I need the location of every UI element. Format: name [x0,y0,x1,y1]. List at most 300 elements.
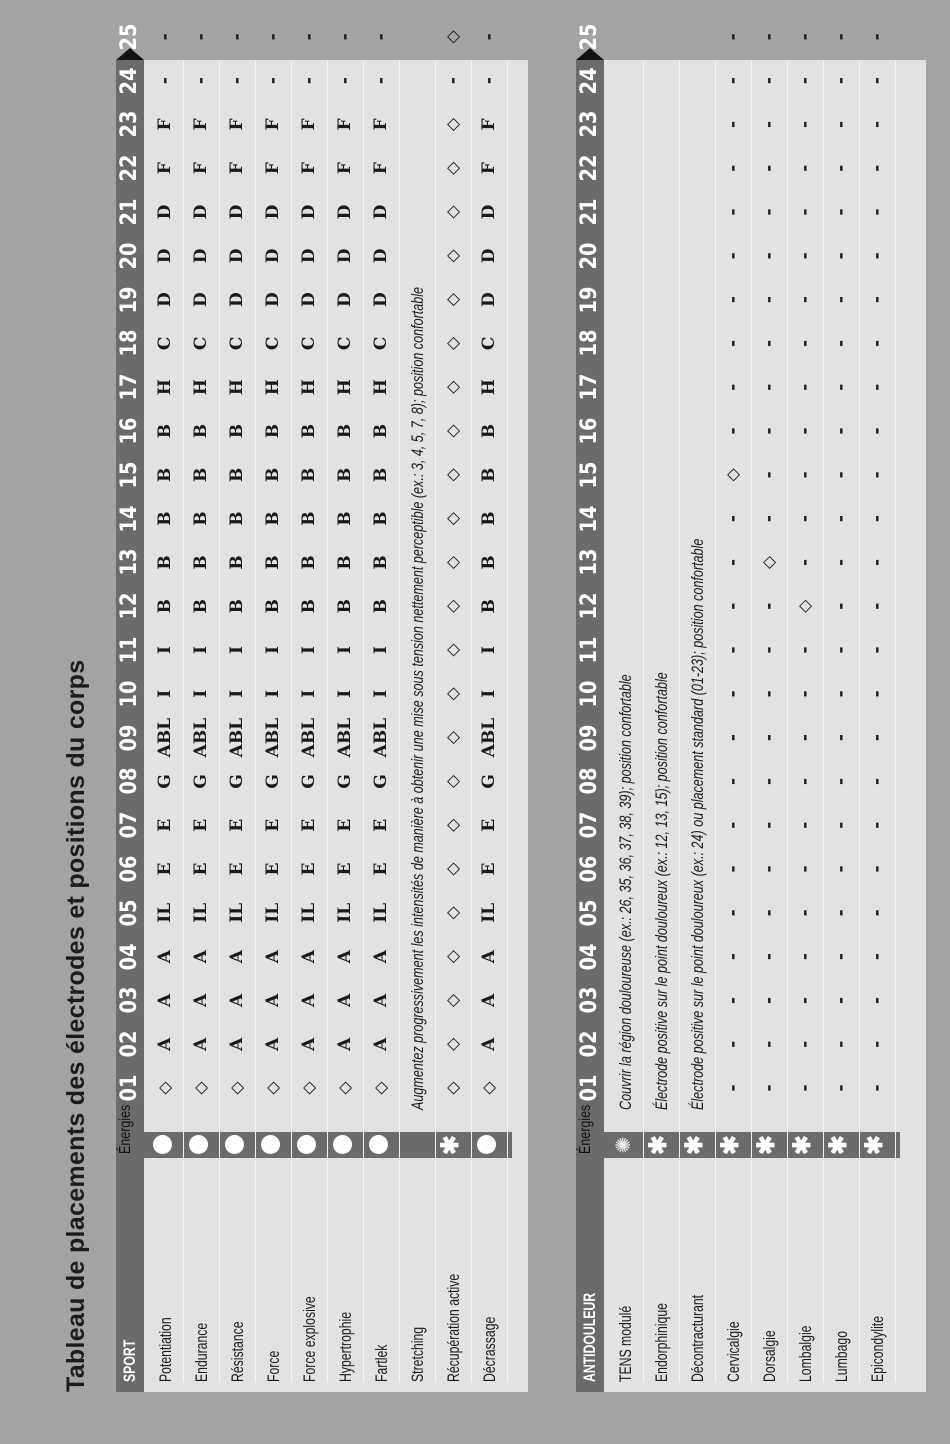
cell-value: H [263,379,283,396]
cell-value: - [867,821,887,829]
table-row [328,33,364,1392]
cell-value: - [795,471,815,479]
row-label: TENS modulé [616,1305,635,1382]
cell-value: E [155,818,175,832]
cell-value: - [831,164,851,172]
cell-value: - [867,208,887,216]
cell-value: B [371,599,391,614]
cell-value: F [335,118,355,131]
cell-value: - [867,558,887,566]
column-number: 06 [577,855,602,883]
cell-value: C [155,336,175,351]
cell-value: A [335,950,355,964]
cell-value: - [831,821,851,829]
column-number: 11 [117,636,142,664]
column-number: 22 [577,154,602,182]
cell-value: A [227,993,247,1008]
cell-value: G [299,774,319,789]
cell-value: ABL [263,717,283,758]
cell-value: - [867,33,887,41]
energy-star-icon: ✱ [645,1134,672,1156]
cell-value: - [795,777,815,785]
cell-value: - [831,296,851,304]
cell-value: A [299,1037,319,1051]
diamond-icon: ◇ [759,555,779,569]
cell-value: E [335,818,355,832]
cell-value: - [795,1040,815,1048]
cell-value: - [867,953,887,961]
cell-value: - [795,383,815,391]
table-row [680,60,716,1392]
cell-value: F [299,162,319,175]
cell-value: - [831,953,851,961]
cell-value: D [335,248,355,264]
cell-value: F [479,162,499,175]
cell-value: - [723,690,743,698]
energy-star-icon: ✱ [861,1134,888,1156]
diamond-icon: ◇ [443,774,463,788]
cell-value: C [227,336,247,351]
cell-value: F [191,162,211,175]
diamond-icon: ◇ [443,643,463,657]
diamond-icon: ◇ [443,731,463,745]
cell-value: D [191,248,211,264]
cell-value: G [335,774,355,789]
cell-value: I [371,689,391,698]
cell-value: - [831,252,851,260]
cell-value: D [299,292,319,307]
diamond-icon: ◇ [479,1081,499,1095]
cell-value: D [263,248,283,264]
column-number: 22 [117,154,142,182]
cell-value: - [831,909,851,917]
table-row [256,33,292,1392]
cell-value: A [155,1037,175,1051]
cell-value: - [723,120,743,128]
cell-value: - [723,558,743,566]
cell-value: E [263,818,283,832]
column-number: 12 [577,592,602,620]
energy-dot-icon [154,1132,172,1158]
cell-value: - [723,909,743,917]
cell-value: F [263,162,283,175]
cell-value: - [759,602,779,610]
row-label: Hypertrophie [336,1311,355,1382]
cell-value: E [155,862,175,876]
diamond-icon: ◇ [227,1081,247,1095]
cell-value: - [795,690,815,698]
cell-value: F [371,118,391,131]
cell-value: H [227,379,247,396]
cell-value: D [155,204,175,220]
cell-value: - [867,77,887,85]
cell-value: - [867,865,887,873]
cell-value: G [263,774,283,789]
cell-value: - [795,953,815,961]
cell-value: E [191,862,211,876]
cell-value: B [263,511,283,526]
cell-value: D [227,248,247,264]
energy-dot-icon [370,1132,388,1158]
cell-value: B [335,511,355,526]
cell-value: - [867,690,887,698]
energy-dot-icon [478,1132,496,1158]
table-row [824,33,860,1392]
energy-dot-icon [226,1132,244,1158]
cell-value: B [263,599,283,614]
column-number: 12 [117,592,142,620]
cell-value: - [191,33,211,41]
sport-table [116,23,528,1392]
cell-value: B [371,423,391,439]
cell-value: - [155,33,175,41]
cell-value: - [723,996,743,1004]
cell-value: B [299,555,319,570]
cell-value: E [479,818,499,832]
cell-value: F [479,118,499,131]
cell-value: - [723,383,743,391]
cell-value: E [227,818,247,832]
energy-star-icon: ✱ [825,1134,852,1156]
column-number: 04 [577,943,602,971]
cell-value: - [723,821,743,829]
column-number: 03 [577,986,602,1014]
cell-value: D [299,204,319,220]
cell-value: - [795,339,815,347]
table-row [472,33,508,1392]
cell-value: B [191,467,211,482]
cell-value: - [867,164,887,172]
cell-value: IL [155,902,175,923]
row-label: Décontracturant [688,1294,707,1382]
cell-value: - [191,77,211,85]
cell-value: A [335,1037,355,1051]
cell-value: C [371,336,391,351]
diamond-icon: ◇ [443,117,463,131]
cell-value: B [155,467,175,482]
cell-value: B [371,555,391,570]
cell-value: H [191,379,211,396]
column-number: 09 [577,724,602,752]
row-label: Cervicalgie [724,1321,743,1382]
cell-value: I [479,689,499,698]
cell-value: H [371,379,391,396]
cell-value: - [299,77,319,85]
cell-value: - [831,690,851,698]
cell-value: E [191,818,211,832]
cell-value: - [299,33,319,41]
cell-value: - [795,909,815,917]
cell-value: I [227,689,247,698]
column-number: 23 [117,110,142,138]
cell-value: - [335,77,355,85]
sport-header-label: SPORT [120,1339,139,1382]
cell-value: - [831,515,851,523]
energy-star-icon: ✱ [789,1134,816,1156]
cell-value: B [299,599,319,614]
row-note: Augmentez progressivement les intensités de manière à obtenir une mise sous tension nettement perceptible (ex.: 3, 4, 5, 7, 8); position confortable [408,286,427,1110]
cell-value: - [759,1084,779,1092]
diamond-icon: ◇ [443,161,463,175]
cell-value: D [191,204,211,220]
cell-value: - [759,164,779,172]
cell-value: - [867,1040,887,1048]
cell-value: D [479,204,499,220]
cell-value: ABL [299,717,319,758]
cell-value: - [795,865,815,873]
cell-value: - [831,602,851,610]
cell-value: B [155,555,175,570]
cell-value: - [263,33,283,41]
cell-value: G [371,774,391,789]
row-label: Force explosive [300,1296,319,1382]
column-number: 14 [577,505,602,533]
cell-value: B [227,555,247,570]
cell-value: - [723,953,743,961]
cell-value: - [759,909,779,917]
cell-value: IL [191,902,211,923]
cell-value: I [191,646,211,654]
cell-value: IL [299,902,319,923]
cell-value: - [759,515,779,523]
energy-dot-icon [298,1132,316,1158]
cell-value: - [723,77,743,85]
table-row [608,60,644,1392]
cell-value: B [335,599,355,614]
cell-value: - [795,33,815,41]
cell-value: - [723,734,743,742]
cell-value: - [759,1040,779,1048]
cell-value: A [191,950,211,964]
cell-value: B [335,467,355,482]
column-number: 16 [117,417,142,445]
column-number: 24 [577,67,602,95]
energy-dot-icon [262,1132,280,1158]
energy-star-icon: ✱ [681,1134,708,1156]
table-row [364,33,400,1392]
column-number: 11 [577,636,602,664]
cell-value: - [723,296,743,304]
cell-value: B [299,467,319,482]
cell-value: H [299,379,319,396]
row-note: Électrode positive sur le point douloureux (ex.: 24) ou placement standard (01-23); position confortable [688,538,707,1110]
cell-value: B [299,423,319,439]
cell-value: B [299,511,319,526]
column-number: 16 [577,417,602,445]
diamond-icon: ◇ [443,336,463,350]
cell-value: B [191,511,211,526]
cell-value: - [795,734,815,742]
row-label: Fartlek [372,1344,391,1382]
cell-value: - [831,646,851,654]
cell-value: D [191,292,211,307]
cell-value: A [371,1037,391,1051]
cell-value: - [795,996,815,1004]
cell-value: D [479,292,499,307]
row-label: Endorphinique [652,1303,671,1382]
cell-value: - [759,996,779,1004]
cell-value: - [335,33,355,41]
cell-value: - [867,602,887,610]
cell-value: - [831,77,851,85]
energy-star-icon: ✱ [437,1134,464,1156]
arrow-icon [116,48,144,60]
cell-value: B [227,467,247,482]
cell-value: D [263,204,283,220]
diamond-icon: ◇ [443,424,463,438]
cell-value: - [723,777,743,785]
cell-value: - [831,1084,851,1092]
cell-value: D [371,248,391,264]
diamond-icon: ◇ [443,818,463,832]
column-number: 05 [117,899,142,927]
cell-value: ABL [227,717,247,758]
table-row [752,33,788,1392]
cell-value: - [795,558,815,566]
cell-value: - [723,164,743,172]
cell-value: H [335,379,355,396]
table-row [148,33,184,1392]
column-number: 19 [577,286,602,314]
cell-value: ABL [479,717,499,758]
diamond-icon: ◇ [443,293,463,307]
cell-value: A [479,993,499,1008]
table-row [220,33,256,1392]
cell-value: I [155,689,175,698]
cell-value: - [867,339,887,347]
cell-value: B [479,511,499,526]
cell-value: G [227,774,247,789]
diamond-icon: ◇ [155,1081,175,1095]
table-row [716,33,752,1392]
cell-value: - [723,208,743,216]
diamond-icon: ◇ [443,555,463,569]
page-title: Tableau de placements des électrodes et positions du corps [62,659,90,1392]
cell-value: - [867,1084,887,1092]
cell-value: D [263,292,283,307]
cell-value: - [759,427,779,435]
cell-value: - [723,427,743,435]
cell-value: - [831,777,851,785]
column-number: 03 [117,986,142,1014]
column-number: 24 [117,67,142,95]
cell-value: - [831,558,851,566]
column-number: 21 [117,198,142,226]
diamond-icon: ◇ [335,1081,355,1095]
cell-value: I [335,646,355,654]
cell-value: - [831,996,851,1004]
antidouleur-table-header [576,23,604,1392]
cell-value: A [335,993,355,1008]
cell-value: E [263,862,283,876]
cell-value: B [479,467,499,482]
cell-value: B [191,599,211,614]
cell-value: F [335,162,355,175]
cell-value: - [479,33,499,41]
column-number: 18 [577,329,602,357]
cell-value: I [299,689,319,698]
diamond-icon: ◇ [443,249,463,263]
cell-value: A [155,950,175,964]
row-divider [895,60,896,1382]
antidouleur-header-label: ANTIDOULEUR [580,1292,599,1382]
cell-value: C [479,336,499,351]
cell-value: B [155,423,175,439]
cell-value: - [867,383,887,391]
cell-value: - [759,471,779,479]
cell-value: ABL [191,717,211,758]
arrow-icon [576,48,604,60]
cell-value: - [795,427,815,435]
cell-value: G [191,774,211,789]
diamond-icon: ◇ [443,30,463,44]
cell-value: B [227,511,247,526]
cell-value: - [759,383,779,391]
cell-value: G [155,774,175,789]
cell-value: I [371,646,391,654]
cell-value: - [831,120,851,128]
cell-value: B [263,423,283,439]
diamond-icon: ◇ [443,1081,463,1095]
sport-energy-header: Énergies [117,1104,134,1154]
column-number: 05 [577,899,602,927]
cell-value: ABL [155,717,175,758]
row-label: Force [264,1350,283,1382]
row-note: Électrode positive sur le point douloureux (ex.: 12, 13, 15); position confortable [652,672,671,1110]
cell-value: I [335,689,355,698]
cell-value: E [299,818,319,832]
cell-value: - [795,296,815,304]
cell-value: D [335,292,355,307]
diamond-icon: ◇ [263,1081,283,1095]
cell-value: A [263,993,283,1008]
column-number: 08 [577,767,602,795]
diamond-icon: ◇ [723,468,743,482]
row-label: Endurance [192,1322,211,1382]
diamond-icon: ◇ [443,599,463,613]
cell-value: - [795,646,815,654]
cell-value: - [371,33,391,41]
cell-value: - [479,77,499,85]
cell-value: H [155,379,175,396]
table-row [400,60,436,1392]
cell-value: B [479,555,499,570]
cell-value: B [263,467,283,482]
cell-value: E [371,818,391,832]
column-number: 20 [117,242,142,270]
cell-value: - [831,383,851,391]
cell-value: - [759,252,779,260]
cell-value: - [795,120,815,128]
column-number: 01 [117,1074,142,1102]
antidouleur-table [576,23,926,1392]
table-row [184,33,220,1392]
cell-value: B [155,599,175,614]
cell-value: A [263,950,283,964]
cell-value: - [867,734,887,742]
cell-value: B [155,511,175,526]
cell-value: - [759,77,779,85]
cell-value: B [227,599,247,614]
cell-value: - [723,865,743,873]
cell-value: D [227,292,247,307]
energy-dot-icon [190,1132,208,1158]
cell-value: F [155,162,175,175]
column-number: 25 [577,23,602,51]
row-label: Lumbago [832,1330,851,1382]
cell-value: - [795,252,815,260]
cell-value: F [227,118,247,131]
